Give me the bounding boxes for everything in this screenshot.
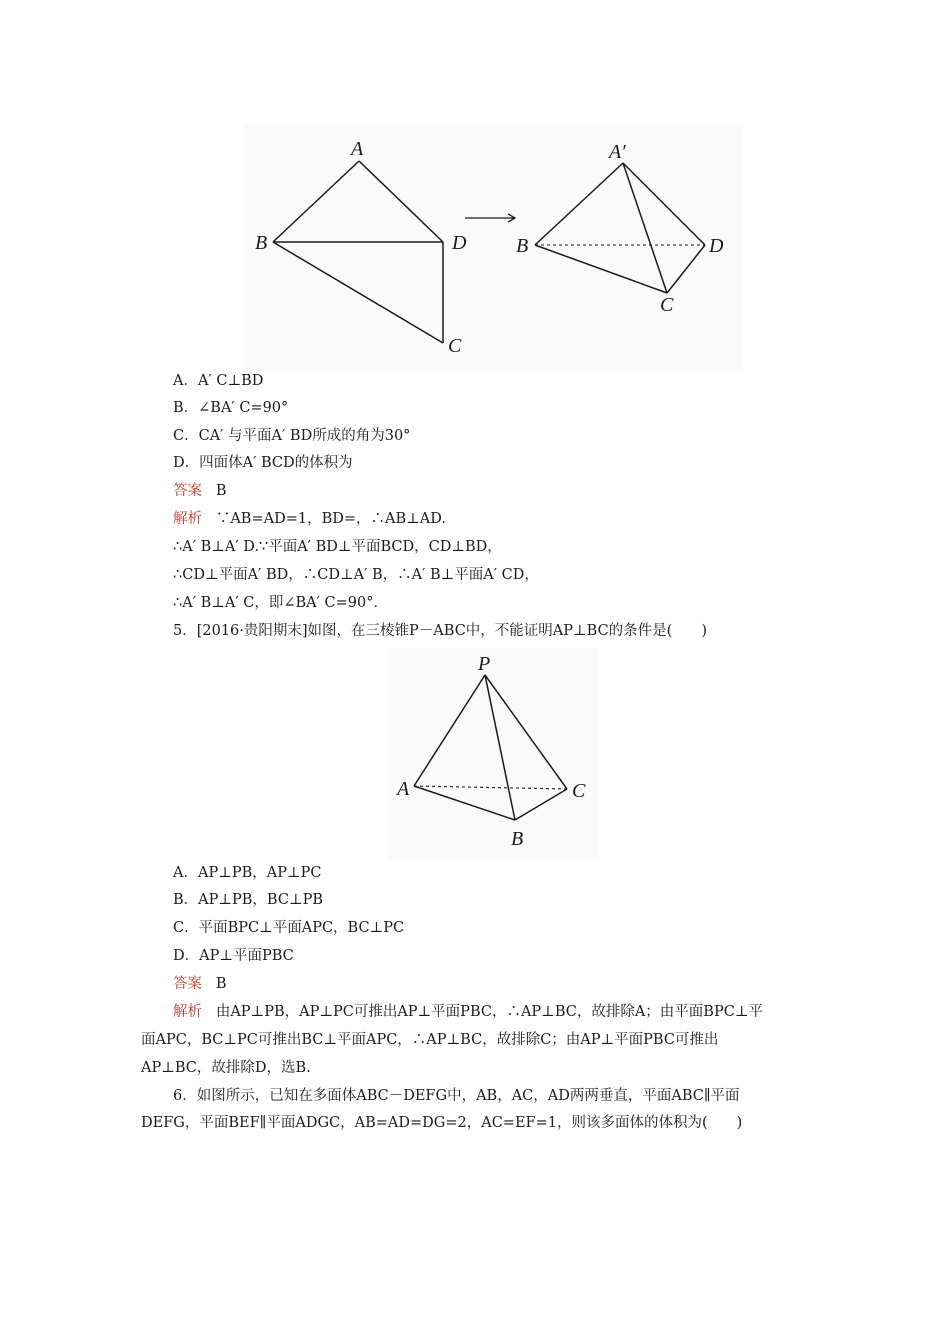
folding-figure xyxy=(243,125,743,370)
q4-answer xyxy=(173,481,226,501)
q4-analysis xyxy=(173,509,446,529)
analysis-text: ∵AB=AD=1，BD=，∴AB⊥AD. xyxy=(215,511,446,527)
answer-value: B xyxy=(215,483,227,499)
tetrahedron-figure xyxy=(387,648,599,860)
answer-label: 答案 xyxy=(173,483,202,499)
q6-stem-line: 6．如图所示，已知在多面体ABC－DEFG中，AB，AC，AD两两垂直，平面ABC∥平面 xyxy=(173,1088,740,1104)
right-label-c: C xyxy=(660,294,674,316)
q5-stem: 5．[2016·贵阳期末]如图，在三棱锥P－ABC中，不能证明AP⊥BC的条件是( ) xyxy=(173,623,707,639)
left-label-b: B xyxy=(255,232,268,254)
label-p: P xyxy=(478,653,491,675)
q4-analysis-line: ∴A′ B⊥A′ D.∵平面A′ BD⊥平面BCD，CD⊥BD， xyxy=(173,539,502,555)
analysis-label: 解析 xyxy=(173,511,202,527)
q5-option-d: D．AP⊥平面PBC xyxy=(173,948,294,964)
analysis-label: 解析 xyxy=(173,1004,202,1020)
q5-analysis-line: AP⊥BC，故排除D，选B. xyxy=(141,1060,311,1076)
q6-stem-line: DEFG，平面BEF∥平面ADGC，AB=AD=DG=2，AC=EF=1，则该多面体的体积为( ) xyxy=(141,1115,743,1131)
q4-option-d: D．四面体A′ BCD的体积为 xyxy=(173,455,353,471)
q5-option-c: C．平面BPC⊥平面APC，BC⊥PC xyxy=(173,920,405,936)
q5-answer xyxy=(173,974,226,994)
left-label-a: A xyxy=(351,138,364,160)
label-c: C xyxy=(572,780,586,802)
right-label-a-prime: A′ xyxy=(609,141,626,163)
q4-analysis-line: ∴CD⊥平面A′ BD，∴CD⊥A′ B，∴A′ B⊥平面A′ CD， xyxy=(173,567,539,583)
q5-analysis-line: 面APC，BC⊥PC可推出BC⊥平面APC，∴AP⊥BC，故排除C；由AP⊥平面PBC可推出 xyxy=(141,1032,719,1048)
folding-figure-svg xyxy=(243,125,743,370)
q4-option-c: C．CA′ 与平面A′ BD所成的角为30° xyxy=(173,428,411,444)
left-label-d: D xyxy=(452,232,467,254)
right-label-b: B xyxy=(516,235,529,257)
answer-label: 答案 xyxy=(173,976,202,992)
q5-analysis xyxy=(173,1002,763,1022)
q4-analysis-line: ∴A′ B⊥A′ C，即∠BA′ C=90°． xyxy=(173,595,388,611)
label-b: B xyxy=(511,828,524,850)
q4-option-a: A．A′ C⊥BD xyxy=(173,373,264,389)
right-label-d: D xyxy=(709,235,724,257)
analysis-text: 由AP⊥PB，AP⊥PC可推出AP⊥平面PBC，∴AP⊥BC，故排除A；由平面BPC⊥平 xyxy=(215,1004,763,1020)
q4-option-b: B．∠BA′ C=90° xyxy=(173,400,289,416)
q5-option-b: B．AP⊥PB，BC⊥PB xyxy=(173,892,323,908)
answer-value: B xyxy=(215,976,227,992)
label-a: A xyxy=(397,778,410,800)
q5-option-a: A．AP⊥PB，AP⊥PC xyxy=(173,865,322,881)
left-label-c: C xyxy=(448,335,462,357)
tetrahedron-figure-svg xyxy=(387,648,599,860)
